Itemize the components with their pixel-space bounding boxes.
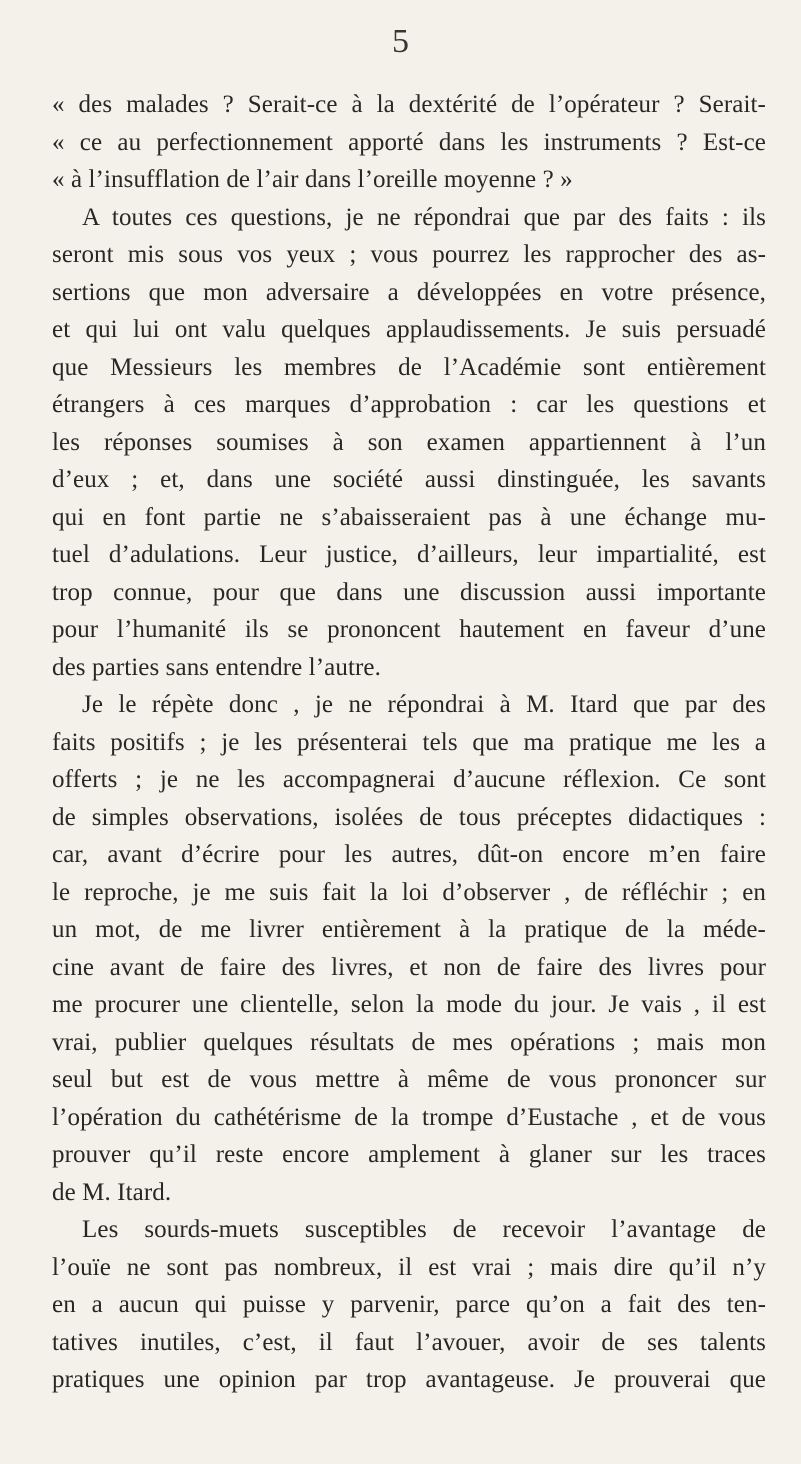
text-line: vrai, publier quelques résultats de mes opérations ; mais mon <box>52 1028 766 1056</box>
text-line: des parties sans entendre l’autre. <box>52 653 381 681</box>
text-line: seul but est de vous mettre à même de vous prononcer sur <box>52 1066 766 1093</box>
text-line: tuel d’adulations. Leur justice, d’ailleurs, leur impartialité, est <box>52 541 766 568</box>
text-line: offerts ; je ne les accompagnerai d’aucune réflexion. Ce sont <box>52 766 766 793</box>
text-line: étrangers à ces marques d’approbation : car les questions et <box>52 391 766 418</box>
text-line: qui en font partie ne s’abaisseraient pas à une échange mu- <box>52 503 766 531</box>
text-line: prouver qu’il reste encore amplement à glaner sur les traces <box>52 1141 766 1168</box>
paragraph-start-line: Je le répète donc , je ne répondrai à M. Itard que par des <box>82 691 766 718</box>
text-line: un mot, de me livrer entièrement à la pratique de la méde- <box>52 916 766 943</box>
text-line: les réponses soumises à son examen appartiennent à l’un <box>52 428 766 456</box>
text-line: « à l’insufflation de l’air dans l’oreille moyenne ? » <box>52 166 573 193</box>
text-line: car, avant d’écrire pour les autres, dût-on encore m’en faire <box>52 841 766 868</box>
text-line: d’eux ; et, dans une société aussi dinstinguée, les savants <box>52 466 766 493</box>
text-line: de M. Itard. <box>52 1178 172 1206</box>
text-line: cine avant de faire des livres, et non de faire des livres pour <box>52 953 766 981</box>
text-line: en a aucun qui puisse y parvenir, parce qu’on a fait des ten- <box>52 1291 766 1318</box>
text-line: seront mis sous vos yeux ; vous pourrez les rapprocher des as- <box>52 241 766 268</box>
text-line: « des malades ? Serait-ce à la dextérité de l’opérateur ? Serait- <box>52 91 766 118</box>
page-number: 5 <box>392 23 409 60</box>
paragraph-start-line: A toutes ces questions, je ne répondrai que par des faits : ils <box>82 203 766 231</box>
text-line: « ce au perfectionnement apporté dans les instruments ? Est-ce <box>52 128 766 156</box>
text-line: et qui lui ont valu quelques applaudissements. Je suis persuadé <box>52 316 766 343</box>
text-line: le reproche, je me suis fait la loi d’observer , de réfléchir ; en <box>52 878 766 906</box>
text-line: faits positifs ; je les présenterai tels que ma pratique me les a <box>52 728 766 756</box>
text-line: tatives inutiles, c’est, il faut l’avouer, avoir de ses talents <box>52 1328 766 1356</box>
paragraph-start-line: Les sourds-muets susceptibles de recevoir l’avantage de <box>82 1216 766 1243</box>
text-line: de simples observations, isolées de tous préceptes didactiques : <box>52 803 766 831</box>
text-line: pratiques une opinion par trop avantageuse. Je prouverai que <box>52 1366 766 1393</box>
text-line: l’opération du cathétérisme de la trompe d’Eustache , et de vous <box>52 1103 766 1131</box>
text-line: sertions que mon adversaire a développées en votre présence, <box>52 278 766 306</box>
text-line: pour l’humanité ils se prononcent hautement en faveur d’une <box>52 616 766 643</box>
text-line: l’ouïe ne sont pas nombreux, il est vrai ; mais dire qu’il n’y <box>52 1253 766 1281</box>
text-line: que Messieurs les membres de l’Académie sont entièrement <box>52 353 766 381</box>
text-line: me procurer une clientelle, selon la mode du jour. Je vais , il est <box>52 991 766 1018</box>
text-line: trop connue, pour que dans une discussion aussi importante <box>52 578 766 606</box>
body-text <box>52 86 766 1399</box>
